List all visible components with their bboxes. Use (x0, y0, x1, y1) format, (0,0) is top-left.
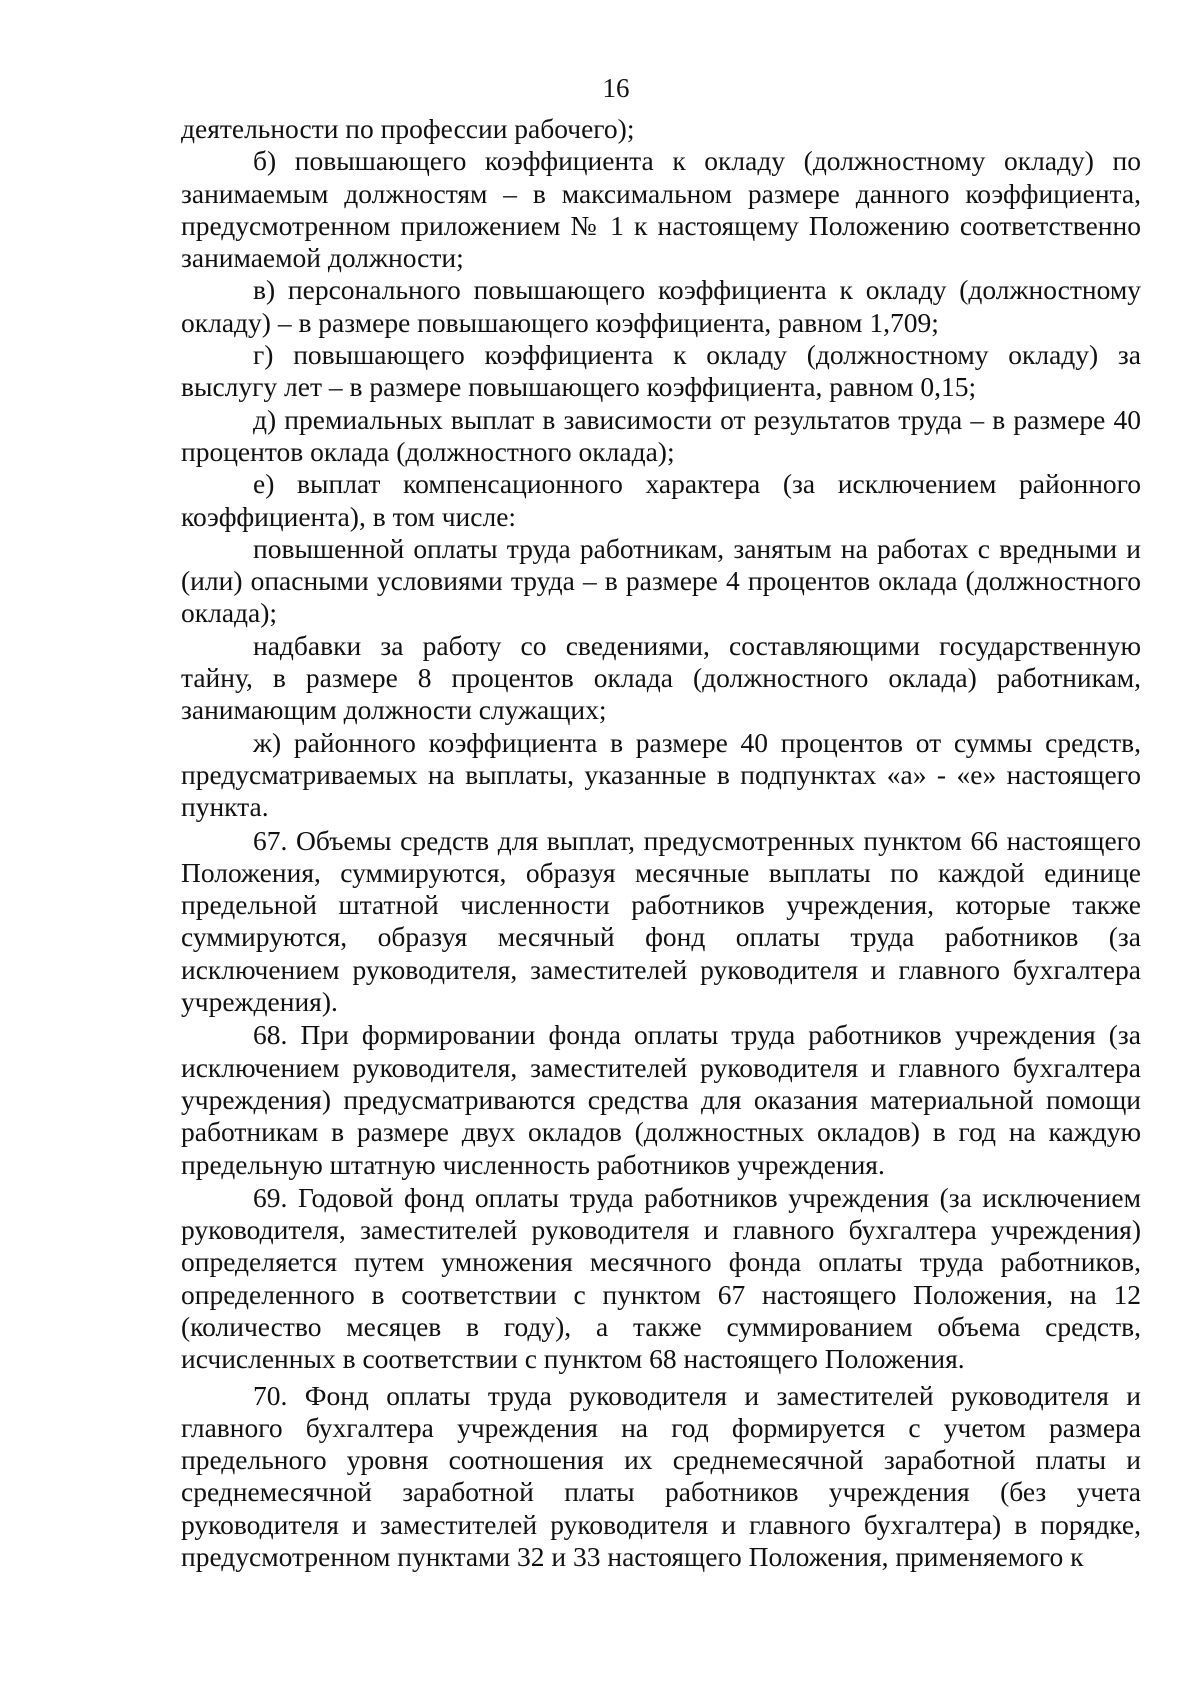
paragraph-item-67: 67. Объемы средств для выплат, предусмотренных пунктом 66 настоящего Положения, суммируются, образуя месячные выплаты по каждой единице предельной штатной численности работников учреждения, которые также суммируются, образуя месячный фонд оплаты труда работников (за исключением руководителя, заместителей руководителя и главного бухгалтера учреждения). (181, 824, 1141, 1018)
paragraph-subitem-v: в) персонального повышающего коэффициента к окладу (должностному окладу) – в размере повышающего коэффициента, равном 1,709; (181, 274, 1141, 338)
paragraph-subitem-b: б) повышающего коэффициента к окладу (должностному окладу) по занимаемым должностям – в максимальном размере данного коэффициента, предусмотренном приложением № 1 к настоящему Положению соответственно занимаемой должности; (181, 145, 1141, 274)
paragraph-continuation: деятельности по профессии рабочего); (181, 113, 635, 144)
paragraph-subitem-e: е) выплат компенсационного характера (за исключением районного коэффициента), в том числе: (181, 468, 1141, 532)
paragraph-subitem-g: г) повышающего коэффициента к окладу (должностному окладу) за выслугу лет – в размере повышающего коэффициента, равном 0,15; (181, 339, 1141, 403)
page-number: 16 (602, 73, 630, 103)
paragraph-item-68: 68. При формировании фонда оплаты труда работников учреждения (за исключением руководителя, заместителей руководителя и главного бухгалтера учреждения) предусматриваются средства для оказания материальной помощи работникам в размере двух окладов (должностных окладов) в год на каждую предельную штатную численность работников учреждения. (181, 1019, 1141, 1180)
document-body (181, 113, 1141, 1573)
paragraph-subitem-zh: ж) районного коэффициента в размере 40 процентов от суммы средств, предусматриваемых на выплаты, указанные в подпунктах «а» - «е» настоящего пункта. (181, 726, 1141, 823)
paragraph-state-secret-bonus: надбавки за работу со сведениями, составляющими государственную тайну, в размере 8 процентов оклада (должностного оклада) работникам, занимающим должности служащих; (181, 629, 1141, 726)
paragraph-item-70: 70. Фонд оплаты труда руководителя и заместителей руководителя и главного бухгалтера учреждения на год формируется с учетом размера предельного уровня соотношения их среднемесячной заработной платы и среднемесячной заработной платы работников учреждения (без учета руководителя и заместителей руководителя и главного бухгалтера) в порядке, предусмотренном пунктами 32 и 33 настоящего Положения, применяемого к (181, 1379, 1141, 1573)
paragraph-hazardous-conditions: повышенной оплаты труда работникам, занятым на работах с вредными и (или) опасными условиями труда – в размере 4 процентов оклада (должностного оклада); (181, 532, 1141, 629)
paragraph-subitem-d: д) премиальных выплат в зависимости от результатов труда – в размере 40 процентов оклада (должностного оклада); (181, 403, 1141, 467)
paragraph-item-69: 69. Годовой фонд оплаты труда работников учреждения (за исключением руководителя, заместителей руководителя и главного бухгалтера учреждения) определяется путем умножения месячного фонда оплаты труда работников, определенного в соответствии с пунктом 67 настоящего Положения, на 12 (количество месяцев в году), а также суммированием объема средств, исчисленных в соответствии с пунктом 68 настоящего Положения. (181, 1181, 1141, 1375)
